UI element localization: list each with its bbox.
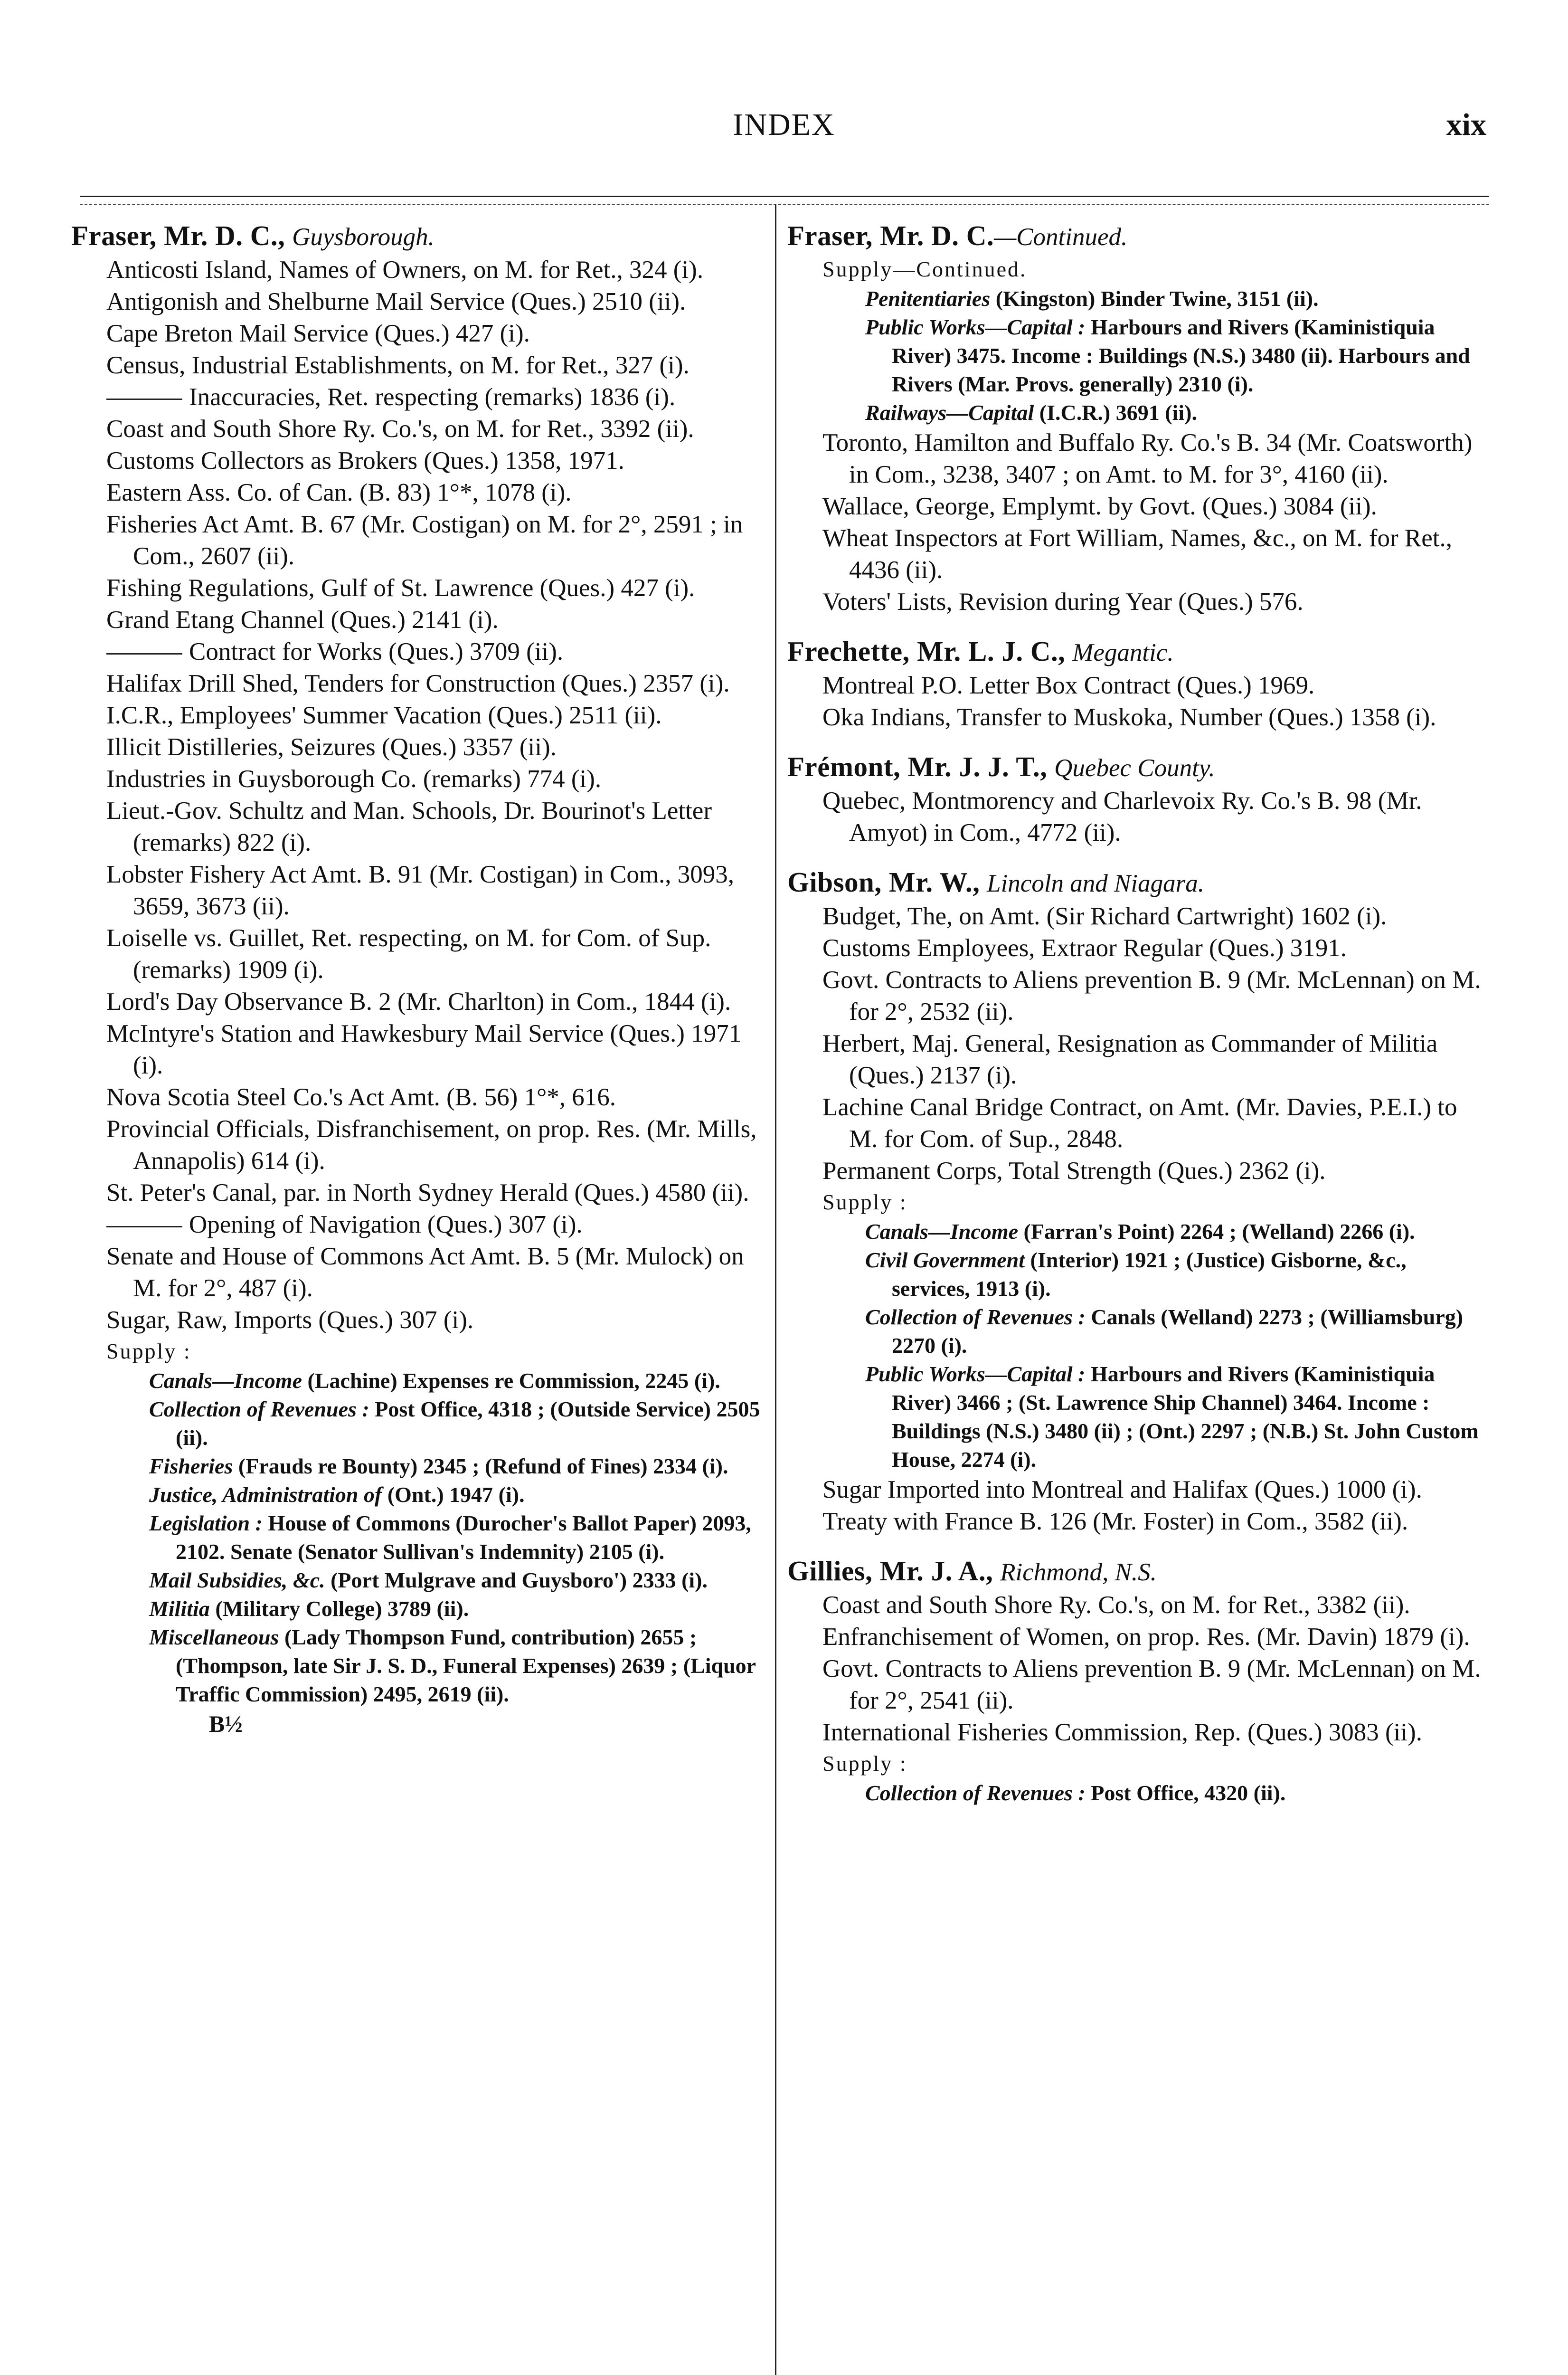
list-item: Sugar, Raw, Imports (Ques.) 307 (i). [106, 1306, 474, 1334]
supply-item [71, 1623, 765, 1709]
list-item-text: Contract for Works (Ques.) 3709 (ii). [189, 638, 564, 665]
ditto-dash [106, 1226, 182, 1227]
ditto-dash [106, 653, 182, 655]
list-item: International Fisheries Commission, Rep. (Ques.) 3083 (ii). [822, 1719, 1422, 1746]
supply-text: (Kingston) Binder Twine, 3151 (ii). [995, 286, 1319, 311]
entry-heading [787, 750, 1485, 785]
supply-category: Canals—Income [149, 1368, 302, 1393]
left-column [71, 218, 765, 1755]
supply-item [787, 1217, 1485, 1246]
list-item: Customs Collectors as Brokers (Ques.) 1358, 1971. [106, 447, 624, 475]
supply-text: (Frauds re Bounty) 2345 ; (Refund of Fines) 2334 (i). [238, 1454, 728, 1478]
supply-item [71, 1452, 765, 1481]
supply-item [71, 1481, 765, 1509]
supply-item [787, 1303, 1485, 1360]
supply-category: Miscellaneous [149, 1625, 279, 1649]
member-name: Fraser, Mr. D. C. [787, 220, 994, 251]
list-item: Wheat Inspectors at Fort William, Names, &c., on M. for Ret., 4436 (ii). [822, 524, 1453, 584]
list-item: Govt. Contracts to Aliens prevention B. 9 (Mr. McLennan) on M. for 2°, 2532 (ii). [822, 966, 1481, 1026]
index-entry-fraser-continued [787, 218, 1485, 618]
supply-label: Supply—Continued. [822, 257, 1027, 281]
supply-text: (Port Mulgrave and Guysboro') 2333 (i). [331, 1568, 708, 1592]
entry-heading [787, 218, 1485, 254]
entry-heading [787, 634, 1485, 670]
list-item: Industries in Guysborough Co. (remarks) 774 (i). [106, 765, 602, 793]
supply-item [787, 399, 1485, 427]
member-name: Frémont, Mr. J. J. T., [787, 751, 1048, 782]
supply-text: Post Office, 4318 ; (Outside Service) 2505 (ii). [176, 1397, 760, 1450]
supply-item [787, 1246, 1485, 1303]
index-entry-gibson [787, 865, 1485, 1538]
supply-item [71, 1367, 765, 1395]
header-rule [80, 196, 1489, 197]
list-item: Budget, The, on Amt. (Sir Richard Cartwright) 1602 (i). [822, 902, 1387, 930]
list-item: Oka Indians, Transfer to Muskoka, Number (Ques.) 1358 (i). [822, 703, 1436, 731]
page-number: xix [1446, 107, 1486, 142]
supply-item [71, 1595, 765, 1623]
list-item: Quebec, Montmorency and Charlevoix Ry. Co.'s B. 98 (Mr. Amyot) in Com., 4772 (ii). [822, 787, 1422, 846]
supply-text: House of Commons (Durocher's Ballot Paper) 2093, 2102. Senate (Senator Sullivan's Indemnity) 2105 (i). [176, 1511, 751, 1564]
member-name: Frechette, Mr. L. J. C., [787, 636, 1066, 667]
list-item: Eastern Ass. Co. of Can. (B. 83) 1°*, 1078 (i). [106, 479, 572, 506]
list-item-sub [71, 636, 765, 668]
member-name: Gibson, Mr. W., [787, 866, 980, 898]
list-item: Lieut.-Gov. Schultz and Man. Schools, Dr. Bourinot's Letter (remarks) 822 (i). [106, 797, 712, 856]
supply-category: Justice, Administration of [149, 1482, 382, 1507]
column-divider [775, 204, 776, 2375]
list-item: Wallace, George, Emplymt. by Govt. (Ques.) 3084 (ii). [822, 493, 1377, 520]
list-item-sub [71, 381, 765, 413]
list-item: Permanent Corps, Total Strength (Ques.) 2362 (i). [822, 1157, 1326, 1185]
constituency: Quebec County. [1054, 754, 1215, 782]
supply-label: Supply : [106, 1339, 191, 1363]
constituency: Megantic. [1072, 639, 1174, 666]
list-item: I.C.R., Employees' Summer Vacation (Ques.) 2511 (ii). [106, 702, 662, 729]
list-item: Lord's Day Observance B. 2 (Mr. Charlton) in Com., 1844 (i). [106, 988, 731, 1016]
supply-category: Militia [149, 1596, 210, 1621]
page-title: INDEX [733, 107, 835, 142]
list-item: Senate and House of Commons Act Amt. B. 5 (Mr. Mulock) on M. for 2°, 487 (i). [106, 1243, 744, 1302]
list-item: Grand Etang Channel (Ques.) 2141 (i). [106, 606, 499, 634]
supply-text: (Lady Thompson Fund, contribution) 2655 ; (Thompson, late Sir J. S. D., Funeral Expenses) 2639 ; (Liquor Traffic Commission) 2495, 2619 (ii). [176, 1625, 756, 1706]
index-entry-gillies [787, 1554, 1485, 1807]
supply-text: (Interior) 1921 ; (Justice) Gisborne, &c., services, 1913 (i). [892, 1248, 1407, 1301]
index-entry-fremont [787, 750, 1485, 849]
index-entry-frechette [787, 634, 1485, 733]
supply-category: Collection of Revenues : [865, 1781, 1086, 1805]
list-item: Enfranchisement of Women, on prop. Res. (Mr. Davin) 1879 (i). [822, 1623, 1470, 1651]
list-item: St. Peter's Canal, par. in North Sydney Herald (Ques.) 4580 (ii). [106, 1179, 749, 1206]
supply-category: Canals—Income [865, 1219, 1019, 1244]
supply-text: (Farran's Point) 2264 ; (Welland) 2266 (i). [1023, 1219, 1415, 1244]
supply-item [787, 285, 1485, 313]
entry-heading [71, 218, 765, 254]
supply-label: Supply : [822, 1751, 907, 1776]
list-item: Provincial Officials, Disfranchisement, on prop. Res. (Mr. Mills, Annapolis) 614 (i). [106, 1115, 757, 1175]
list-item: McIntyre's Station and Hawkesbury Mail Service (Ques.) 1971 (i). [106, 1020, 742, 1079]
supply-category: Penitentiaries [865, 286, 991, 311]
supply-text: Canals (Welland) 2273 ; (Williamsburg) 2270 (i). [892, 1305, 1464, 1358]
supply-text: (Ont.) 1947 (i). [387, 1482, 525, 1507]
entry-heading [787, 865, 1485, 901]
ditto-dash [106, 399, 182, 400]
list-item: Montreal P.O. Letter Box Contract (Ques.) 1969. [822, 672, 1315, 699]
supply-category: Civil Government [865, 1248, 1025, 1272]
member-name: Fraser, Mr. D. C., [71, 220, 285, 251]
supply-item [787, 1779, 1485, 1807]
supply-text: (Lachine) Expenses re Commission, 2245 (i). [307, 1368, 720, 1393]
supply-category: Public Works—Capital : [865, 1362, 1086, 1386]
supply-item [71, 1566, 765, 1595]
list-item: Census, Industrial Establishments, on M. for Ret., 327 (i). [106, 352, 690, 379]
list-item: Customs Employees, Extraor Regular (Ques.) 3191. [822, 934, 1347, 962]
supply-item [787, 1360, 1485, 1474]
list-item: Lobster Fishery Act Amt. B. 91 (Mr. Costigan) in Com., 3093, 3659, 3673 (ii). [106, 861, 735, 920]
signature-mark: B½ [209, 1710, 243, 1737]
supply-item [71, 1509, 765, 1566]
constituency: Guysborough. [292, 223, 435, 251]
list-item: Coast and South Shore Ry. Co.'s, on M. for Ret., 3392 (ii). [106, 415, 694, 443]
list-item: Coast and South Shore Ry. Co.'s, on M. for Ret., 3382 (ii). [822, 1591, 1410, 1619]
supply-text: Post Office, 4320 (ii). [1091, 1781, 1286, 1805]
constituency: Lincoln and Niagara. [987, 870, 1205, 897]
list-item-sub [71, 1209, 765, 1241]
supply-category: Fisheries [149, 1454, 233, 1478]
supply-text: (I.C.R.) 3691 (ii). [1039, 400, 1197, 425]
supply-text: Harbours and Rivers (Kaministiquia River) 3475. Income : Buildings (N.S.) 3480 (ii). Harbours and Rivers (Mar. Provs. generally) 2310 (i). [892, 315, 1470, 396]
list-item: Illicit Distilleries, Seizures (Ques.) 3357 (ii). [106, 733, 557, 761]
list-item: Lachine Canal Bridge Contract, on Amt. (Mr. Davies, P.E.I.) to M. for Com. of Sup., 2848. [822, 1093, 1457, 1153]
list-item: Antigonish and Shelburne Mail Service (Ques.) 2510 (ii). [106, 288, 686, 315]
member-name: Gillies, Mr. J. A., [787, 1555, 993, 1586]
list-item: Anticosti Island, Names of Owners, on M. for Ret., 324 (i). [106, 256, 704, 284]
supply-category: Mail Subsidies, &c. [149, 1568, 325, 1592]
list-item: Voters' Lists, Revision during Year (Ques.) 576. [822, 588, 1304, 616]
supply-category: Collection of Revenues : [865, 1305, 1086, 1329]
page-header [0, 107, 1568, 164]
constituency: Richmond, N.S. [1000, 1558, 1157, 1586]
list-item: Halifax Drill Shed, Tenders for Construction (Ques.) 2357 (i). [106, 670, 730, 697]
list-item: Govt. Contracts to Aliens prevention B. 9 (Mr. McLennan) on M. for 2°, 2541 (ii). [822, 1655, 1481, 1714]
supply-text: (Military College) 3789 (ii). [215, 1596, 469, 1621]
continued-label: —Continued. [994, 223, 1128, 251]
list-item: Toronto, Hamilton and Buffalo Ry. Co.'s B. 34 (Mr. Coatsworth) in Com., 3238, 3407 ; on Amt. to M. for 3°, 4160 (ii). [822, 429, 1473, 488]
supply-item [787, 313, 1485, 399]
supply-category: Railways—Capital [865, 400, 1034, 425]
list-item: Loiselle vs. Guillet, Ret. respecting, on M. for Com. of Sup. (remarks) 1909 (i). [106, 924, 711, 984]
supply-category: Legislation : [149, 1511, 263, 1535]
entry-heading [787, 1554, 1485, 1589]
list-item: Cape Breton Mail Service (Ques.) 427 (i). [106, 320, 530, 347]
supply-category: Public Works—Capital : [865, 315, 1086, 339]
list-item: Treaty with France B. 126 (Mr. Foster) in Com., 3582 (ii). [822, 1508, 1408, 1535]
list-item-text: Inaccuracies, Ret. respecting (remarks) 1836 (i). [189, 383, 676, 411]
index-entry-fraser [71, 218, 765, 1739]
supply-category: Collection of Revenues : [149, 1397, 369, 1421]
list-item: Herbert, Maj. General, Resignation as Commander of Militia (Ques.) 2137 (i). [822, 1030, 1438, 1089]
list-item: Fishing Regulations, Gulf of St. Lawrence (Ques.) 427 (i). [106, 574, 695, 602]
list-item: Nova Scotia Steel Co.'s Act Amt. (B. 56) 1°*, 616. [106, 1083, 616, 1111]
right-column [787, 218, 1485, 1824]
supply-item [71, 1395, 765, 1452]
list-item-text: Opening of Navigation (Ques.) 307 (i). [189, 1211, 583, 1238]
header-rule-dashed [80, 204, 1489, 205]
supply-text: Harbours and Rivers (Kaministiquia River) 3466 ; (St. Lawrence Ship Channel) 3464. Income : Buildings (N.S.) 3480 (ii) ; (Ont.) 2297 ; (N.B.) St. John Custom House, 2274 (i). [892, 1362, 1479, 1472]
list-item: Fisheries Act Amt. B. 67 (Mr. Costigan) on M. for 2°, 2591 ; in Com., 2607 (ii). [106, 511, 743, 570]
supply-label: Supply : [822, 1190, 907, 1214]
list-item: Sugar Imported into Montreal and Halifax (Ques.) 1000 (i). [822, 1476, 1422, 1503]
